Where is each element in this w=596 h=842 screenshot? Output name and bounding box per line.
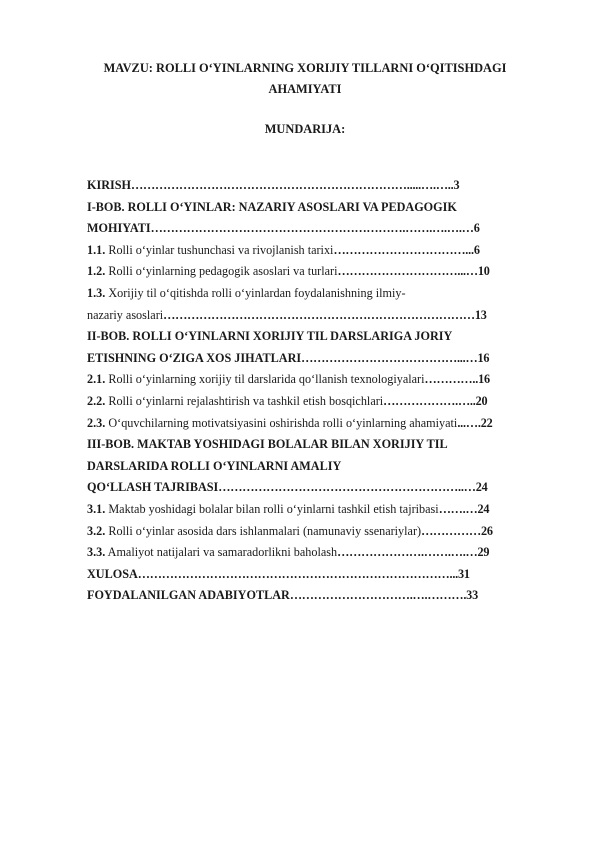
table-of-contents <box>87 175 557 607</box>
toc-leader: ………………….…….….…29 <box>337 545 490 560</box>
toc-entry-2-2: 2.2. Rolli o‘yinlarni rejalashtirish va tashkil etish bosqichlari……………….…..20 <box>87 393 488 408</box>
toc-leader: …….…24 <box>438 501 490 516</box>
toc-entry-chapter-2-line-2: ETISHNING O‘ZIGA XOS JIHATLARI…………………………………...…16 <box>87 350 490 365</box>
toc-entry-1-3-line-2: nazariy asoslari……………………………………………………………………13 <box>87 307 487 322</box>
section-number: 2.2. <box>87 393 106 408</box>
toc-entry-chapter-3-line-1: III-BOB. MAKTAB YOSHIDAGI BOLALAR BILAN XORIJIY TIL <box>87 437 448 452</box>
toc-entry-chapter-2-line-1: II-BOB. ROLLI O‘YINLARNI XORIJIY TIL DARSLARIGA JORIY <box>87 329 453 344</box>
toc-leader: ……………………………………………………………………13 <box>163 307 487 322</box>
toc-leader: …………………………...…10 <box>337 264 490 279</box>
toc-entry-references: FOYDALANILGAN ADABIYOTLAR………………………….….……….33 <box>87 588 478 603</box>
toc-entry-2-3: 2.3. O‘quvchilarning motivatsiyasini oshirishda rolli o‘yinlarning ahamiyati...….22 <box>87 415 493 430</box>
document-title <box>60 58 550 100</box>
toc-entry-introduction: KIRISH…………………………………………………………….....….…..3 <box>87 178 460 192</box>
toc-entry-chapter-1-line-2: MOHIYATI……………………………………………………….…….….….…6 <box>87 221 480 236</box>
section-number: 1.3. <box>87 285 106 300</box>
toc-leader: ……………26 <box>421 523 493 538</box>
section-number: 1.2. <box>87 264 106 279</box>
toc-entry-chapter-3-line-3: QO‘LLASH TAJRIBASI……………………………………………………..…24 <box>87 480 488 495</box>
section-number: 2.1. <box>87 372 106 387</box>
toc-leader: ……………………………………………………..…24 <box>218 480 488 495</box>
toc-leader: ……………….…..20 <box>383 393 488 408</box>
toc-entry-1-2: 1.2. Rolli o‘yinlarning pedagogik asoslari va turlari…………………………...…10 <box>87 264 490 279</box>
toc-entry-1-1: 1.1. Rolli o‘yinlar tushunchasi va rivojlanish tarixi……………………………...6 <box>87 242 480 257</box>
toc-entry-2-1: 2.1. Rolli o‘yinlarning xorijiy til darslarida qo‘llanish texnologiyalari…………..16 <box>87 372 490 387</box>
toc-entry-3-1: 3.1. Maktab yoshidagi bolalar bilan rolli o‘yinlarni tashkil etish tajribasi…….…24 <box>87 501 490 516</box>
toc-entry-chapter-3-line-2: DARSLARIDA ROLLI O‘YINLARNI AMALIY <box>87 458 342 473</box>
toc-entry-3-2: 3.2. Rolli o‘yinlar asosida dars ishlanmalari (namunaviy ssenariylar)……………26 <box>87 523 493 538</box>
toc-entry-3-3: 3.3. Amaliyot natijalari va samaradorlikni baholash………………….…….….…29 <box>87 545 490 560</box>
toc-leader: …………………………………………………………….....….…..3 <box>131 178 460 192</box>
section-number: 3.3. <box>87 545 106 560</box>
section-number: 2.3. <box>87 415 106 430</box>
contents-heading: MUNDARIJA: <box>264 122 346 136</box>
toc-leader: ...….22 <box>457 415 493 430</box>
toc-leader: …………..16 <box>424 372 490 387</box>
toc-entry-1-3-line-1: 1.3. Xorijiy til o‘qitishda rolli o‘yinlardan foydalanishning ilmiy- <box>87 285 406 300</box>
toc-leader: ……………………………………………………….…….….….…6 <box>150 221 480 236</box>
toc-entry-chapter-1-line-1: I-BOB. ROLLI O‘YINLAR: NAZARIY ASOSLARI VA PEDAGOGIK <box>87 199 457 214</box>
toc-leader: ……………………………...6 <box>333 242 480 257</box>
toc-leader: …………………………………...…16 <box>301 350 490 365</box>
section-number: 3.1. <box>87 501 106 516</box>
toc-leader: ……………………………………………………………………...31 <box>137 566 470 581</box>
title-line-2: AHAMIYATI <box>268 82 342 96</box>
toc-leader: ………………………….….……….33 <box>289 588 478 603</box>
toc-entry-conclusion: XULOSA……………………………………………………………………...31 <box>87 566 470 581</box>
section-number: 1.1. <box>87 242 106 257</box>
section-number: 3.2. <box>87 523 106 538</box>
title-line-1: MAVZU: ROLLI O‘YINLARNING XORIJIY TILLARNI O‘QITISHDAGI <box>103 61 507 75</box>
